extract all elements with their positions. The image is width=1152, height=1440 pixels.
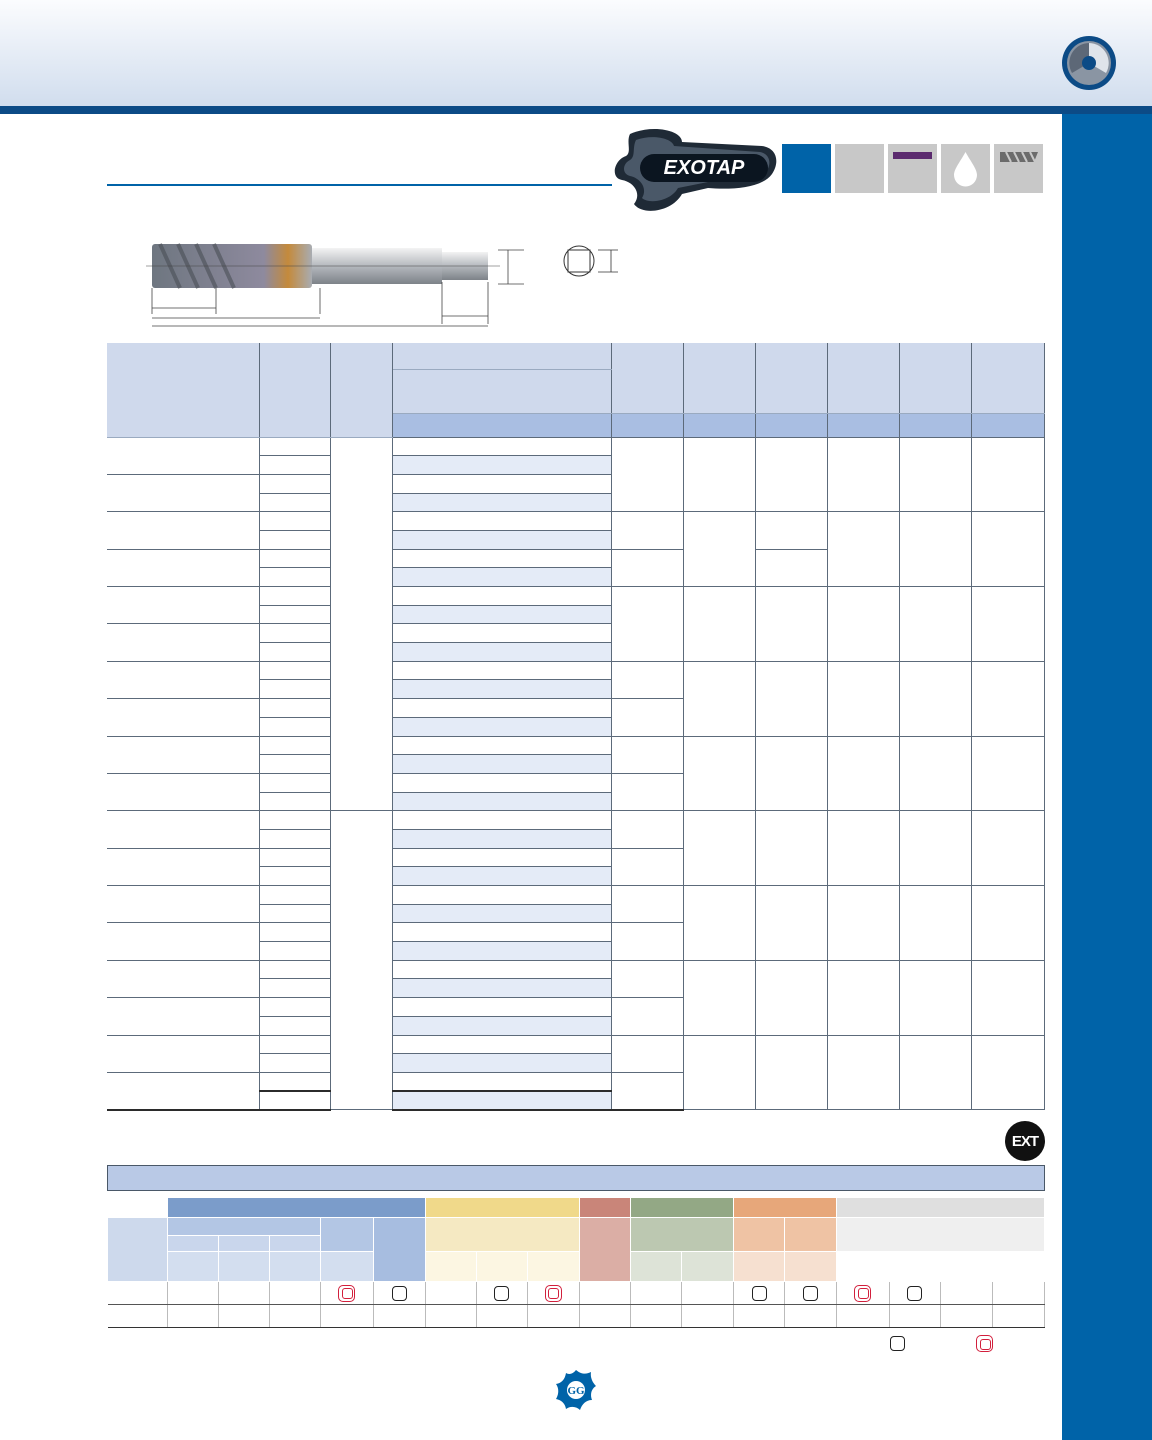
table-row xyxy=(107,512,1045,531)
double-circle-symbol xyxy=(854,1285,871,1302)
materials-table xyxy=(107,1197,1045,1328)
side-index-band xyxy=(1062,114,1152,1440)
table-header-row xyxy=(107,343,1045,369)
title-rule xyxy=(107,184,612,186)
material-subgroup-row xyxy=(108,1218,1045,1236)
table-row xyxy=(107,886,1045,905)
gear-badge-icon xyxy=(1060,34,1118,92)
table-row xyxy=(107,811,1045,830)
svg-text:GG: GG xyxy=(567,1385,585,1397)
coolant-drop-icon xyxy=(941,144,990,193)
double-circle-symbol xyxy=(338,1285,355,1302)
circle-symbol xyxy=(907,1286,922,1301)
top-header-bar xyxy=(0,0,1152,110)
materials-title-bar xyxy=(107,1165,1045,1191)
dimension-table xyxy=(107,343,1045,1111)
table-row xyxy=(107,661,1045,680)
coating-bar-icon xyxy=(888,144,937,193)
circle-symbol xyxy=(803,1286,818,1301)
table-row xyxy=(107,437,1045,456)
double-circle-symbol xyxy=(545,1285,562,1302)
material-group-row xyxy=(108,1198,1045,1218)
blue-tile-icon xyxy=(782,144,831,193)
suitability-row xyxy=(108,1305,1045,1328)
material-class-row xyxy=(108,1252,1045,1282)
table-row xyxy=(107,736,1045,755)
osg-logo xyxy=(555,1369,597,1411)
circle-symbol xyxy=(392,1286,407,1301)
gray-tile-icon xyxy=(835,144,884,193)
exotap-wordmark: EXOTAP xyxy=(663,157,745,179)
circle-symbol xyxy=(752,1286,767,1301)
legend-double-circle-symbol xyxy=(976,1335,993,1352)
spiral-flute-icon xyxy=(994,144,1043,193)
tap-drawing xyxy=(140,232,530,332)
table-row xyxy=(107,960,1045,979)
circle-symbol xyxy=(494,1286,509,1301)
exotap-logo xyxy=(612,124,778,214)
suitability-row xyxy=(108,1282,1045,1305)
header-stripe xyxy=(0,106,1152,114)
table-row xyxy=(107,1035,1045,1054)
square-shank-symbol xyxy=(558,244,620,278)
legend-circle-symbol xyxy=(890,1336,905,1351)
ext-badge: EXT xyxy=(1005,1121,1045,1161)
table-row xyxy=(107,587,1045,606)
